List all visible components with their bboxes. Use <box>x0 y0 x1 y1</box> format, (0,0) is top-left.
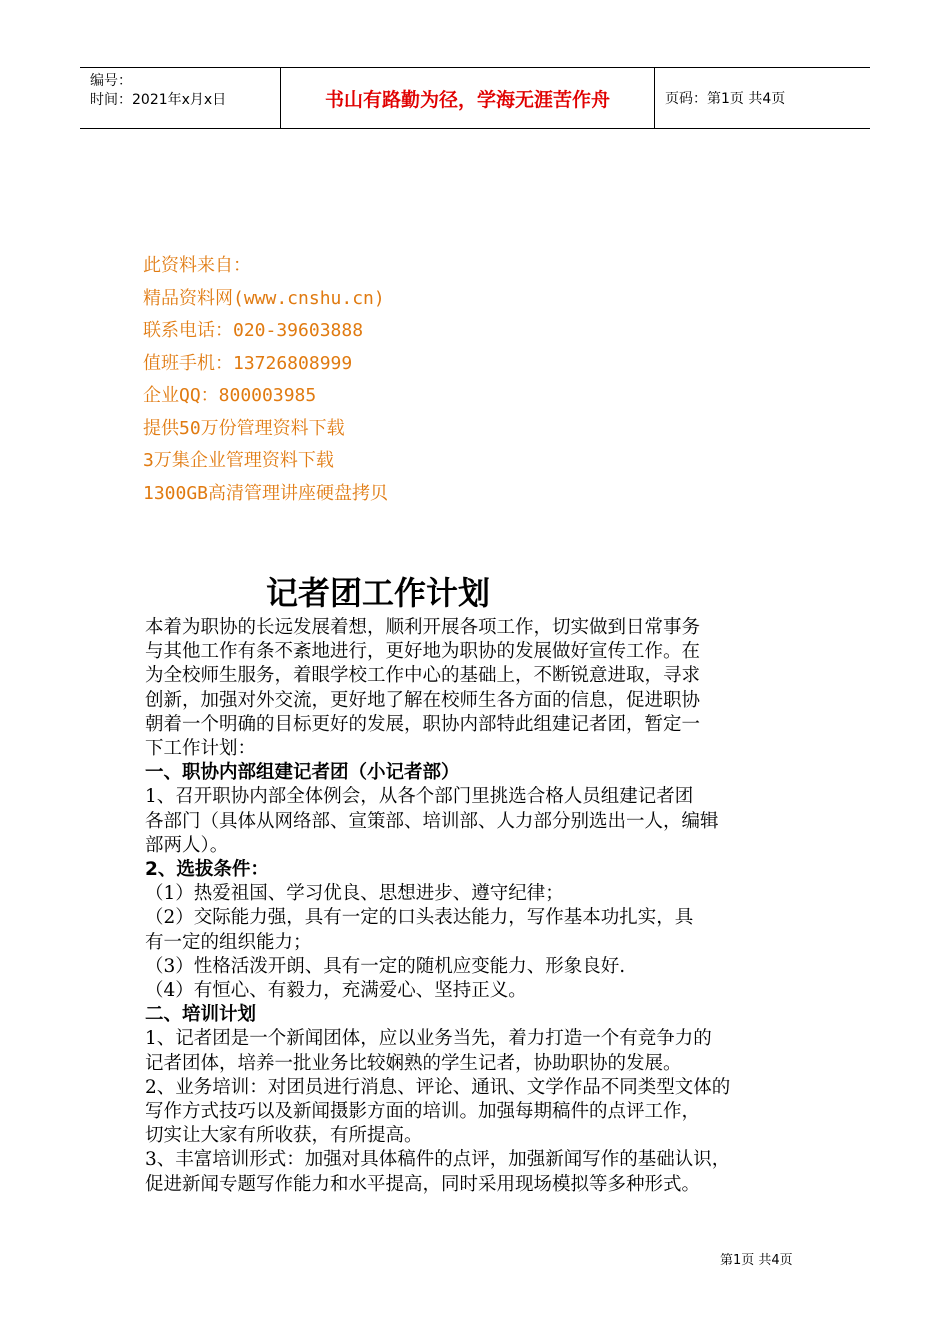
section-heading: 一、职协内部组建记者团（小记者部） <box>145 762 460 784</box>
body-line: （1）热爱祖国、学习优良、思想进步、遵守纪律； <box>145 883 564 905</box>
body-line: 促进新闻专题写作能力和水平提高，同时采用现场模拟等多种形式。 <box>145 1173 701 1195</box>
body-line: 下工作计划： <box>145 738 257 760</box>
number-label: 编号： <box>90 73 132 89</box>
body-line: （4）有恒心、有毅力，充满爱心、坚持正义。 <box>145 980 527 1002</box>
body-line: 朝着一个明确的目标更好的发展，职协内部特此组建记者团，暂定一 <box>145 713 701 735</box>
body-line: 记者团体，培养一批业务比较娴熟的学生记者，协助职协的发展。 <box>145 1052 682 1074</box>
source-line: 值班手机：13726808999 <box>143 352 353 374</box>
document-body <box>145 616 813 1197</box>
source-line: 提供50万份管理资料下载 <box>143 417 345 439</box>
body-line: 1、记者团是一个新闻团体，应以业务当先，着力打造一个有竞争力的 <box>145 1028 712 1050</box>
body-line: 与其他工作有条不紊地进行，更好地为职协的发展做好宣传工作。在 <box>145 641 701 663</box>
body-line: 有一定的组织能力； <box>145 931 312 953</box>
source-line: 精品资料网(www.cnshu.cn) <box>143 287 385 309</box>
body-line: （3）性格活泼开朗、具有一定的随机应变能力、形象良好. <box>145 955 626 977</box>
body-line: 3、丰富培训形式：加强对具体稿件的点评，加强新闻写作的基础认识， <box>145 1149 731 1171</box>
source-line: 联系电话：020-39603888 <box>143 320 364 341</box>
source-notice <box>143 250 388 510</box>
body-line: 本着为职协的长远发展着想，顺利开展各项工作，切实做到日常事务 <box>145 617 701 638</box>
time-label: 时间：2021年x月x日 <box>90 92 227 108</box>
page-footer: 第1页 共4页 <box>720 1253 793 1268</box>
header-meta <box>80 68 281 128</box>
header-motto: 书山有路勤为径，学海无涯苦作舟 <box>281 68 655 128</box>
body-line: （2）交际能力强，具有一定的口头表达能力，写作基本功扎实，具 <box>145 907 694 929</box>
body-line: 1、召开职协内部全体例会，从各个部门里挑选合格人员组建记者团 <box>145 786 694 808</box>
body-line: 为全校师生服务，着眼学校工作中心的基础上，不断锐意进取，寻求 <box>145 665 701 687</box>
section-heading: 二、培训计划 <box>145 1004 257 1026</box>
subsection-heading: 2、选拔条件： <box>145 859 269 881</box>
source-line: 企业QQ：800003985 <box>143 385 317 406</box>
body-line: 各部门（具体从网络部、宣策部、培训部、人力部分别选出一人，编辑 <box>145 810 719 832</box>
source-line: 3万集企业管理资料下载 <box>143 450 334 471</box>
body-line: 写作方式技巧以及新闻摄影方面的培训。加强每期稿件的点评工作， <box>145 1101 701 1123</box>
body-line: 部两人）。 <box>145 834 229 856</box>
body-line: 创新，加强对外交流，更好地了解在校师生各方面的信息，促进职协 <box>145 689 701 711</box>
body-line: 切实让大家有所收获，有所提高。 <box>145 1125 423 1147</box>
page-header <box>80 67 870 129</box>
document-title: 记者团工作计划 <box>266 574 491 612</box>
source-line: 此资料来自： <box>143 255 251 276</box>
header-page-number: 页码：第1页 共4页 <box>665 91 786 107</box>
source-line: 1300GB高清管理讲座硬盘拷贝 <box>143 482 389 504</box>
body-line: 2、业务培训：对团员进行消息、评论、通讯、文学作品不同类型文体的 <box>145 1076 731 1098</box>
